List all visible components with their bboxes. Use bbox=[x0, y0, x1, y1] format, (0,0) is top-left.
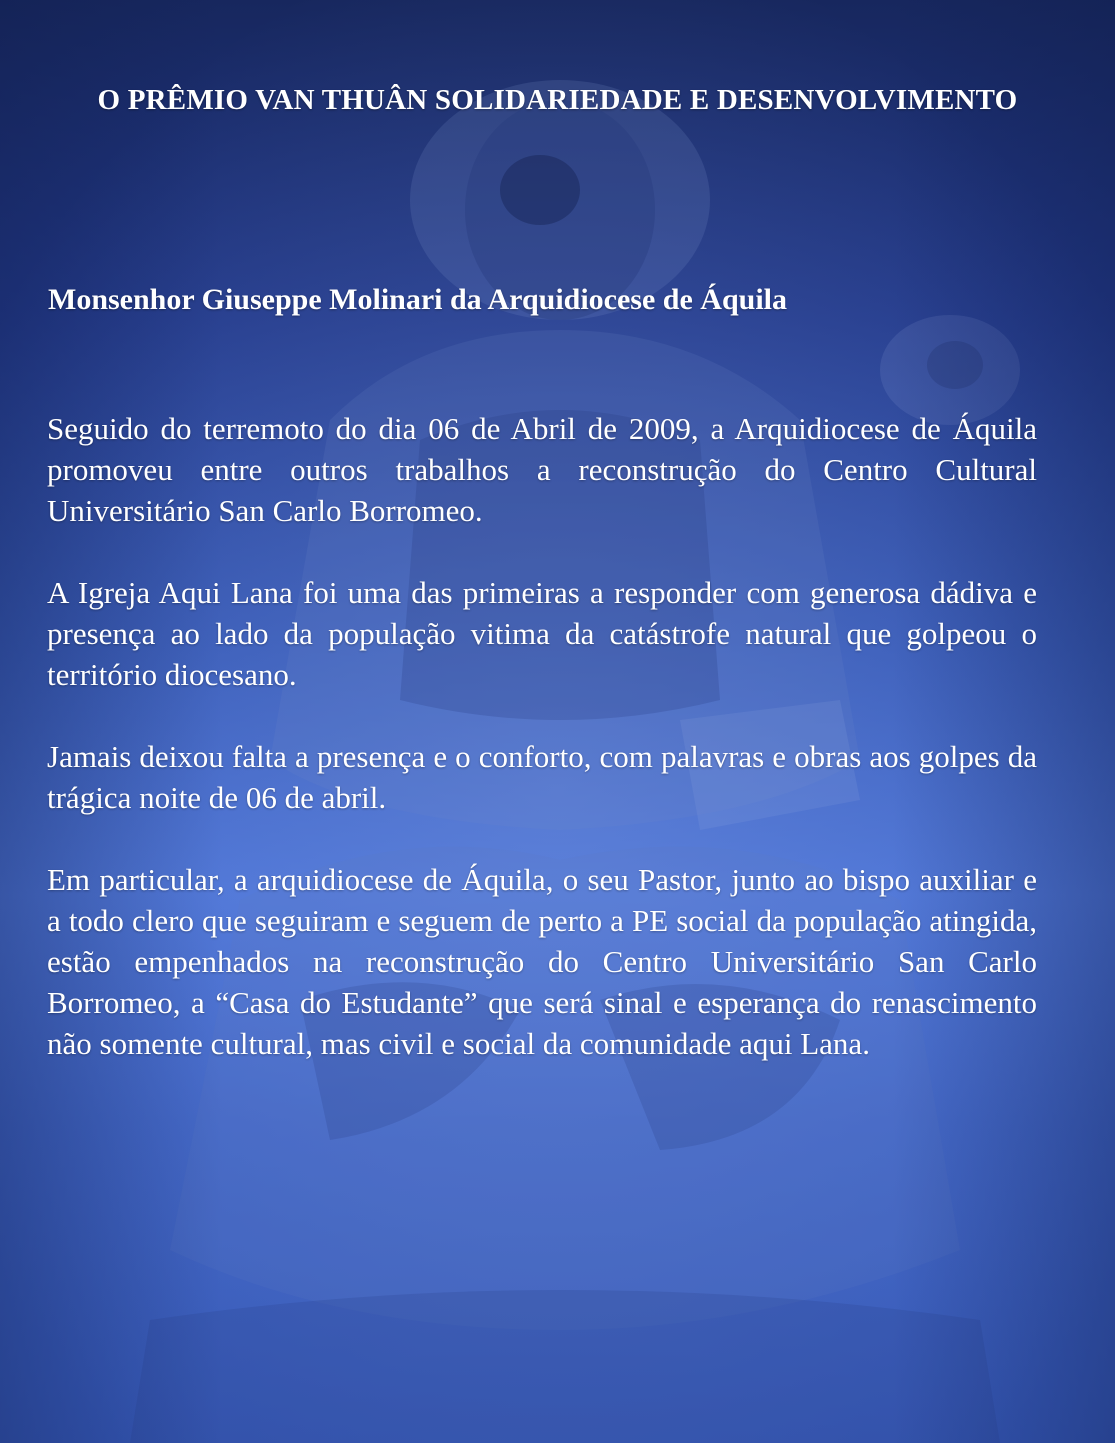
page-subtitle: Monsenhor Giuseppe Molinari da Arquidiocese de Áquila bbox=[48, 283, 787, 316]
paragraph-4: Em particular, a arquidiocese de Áquila, o seu Pastor, junto ao bispo auxiliar e a todo clero que seguiram e seguem de perto a PE social da população atingida, estão empenhados na reconstrução do Centro Universitário San Carlo Borromeo, a “Casa do Estudante” que será sinal e esperança do renascimento não somente cultural, mas civil e social da comunidade aqui Lana. bbox=[47, 862, 1037, 1061]
paragraph-3: Jamais deixou falta a presença e o conforto, com palavras e obras aos golpes da trágica noite de 06 de abril. bbox=[47, 739, 1037, 815]
page-title: O PRÊMIO VAN THUÂN SOLIDARIEDADE E DESENVOLVIMENTO bbox=[97, 84, 1018, 116]
paragraph-1: Seguido do terremoto do dia 06 de Abril de 2009, a Arquidiocese de Áquila promoveu entre outros trabalhos a reconstrução do Centro Cultural Universitário San Carlo Borromeo. bbox=[47, 411, 1037, 528]
paragraph-2: A Igreja Aqui Lana foi uma das primeiras a responder com generosa dádiva e presença ao lado da população vitima da catástrofe natural que golpeou o território diocesano. bbox=[47, 575, 1037, 692]
body-text bbox=[47, 408, 1037, 1105]
